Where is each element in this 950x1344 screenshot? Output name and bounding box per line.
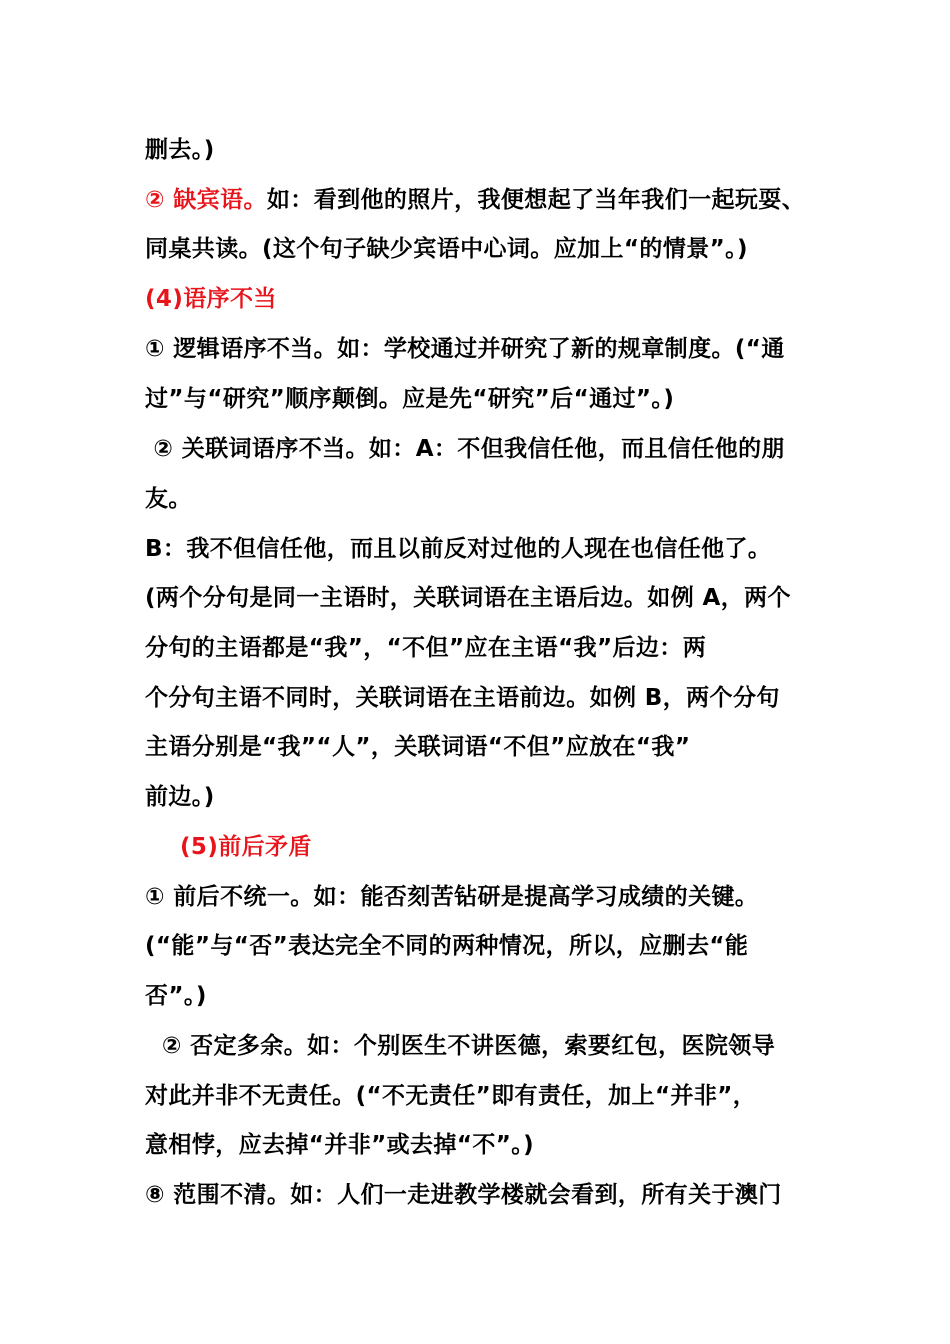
- line-text: ② 关联词语序不当。如：A：不但我信任他，而且信任他的朋: [145, 436, 785, 462]
- line-text: 个分句主语不同时，关联词语在主语前边。如例 B，两个分句: [145, 685, 780, 711]
- text-line: [145, 777, 835, 817]
- section-heading: (4)语序不当: [145, 286, 277, 312]
- line-text: 友。: [145, 486, 192, 512]
- text-line: [145, 976, 835, 1016]
- text-line: [145, 479, 835, 519]
- line-text: B：我不但信任他，而且以前反对过他的人现在也信任他了。: [145, 536, 772, 562]
- text-line: [145, 329, 835, 369]
- text-line: [145, 678, 835, 718]
- text-line: [145, 1175, 835, 1215]
- line-text: 否”。): [145, 983, 207, 1009]
- line-text: 前边。): [145, 784, 215, 810]
- line-text: ① 前后不统一。如：能否刻苦钻研是提高学习成绩的关键。: [145, 884, 759, 910]
- line-text: (两个分句是同一主语时，关联词语在主语后边。如例 A，两个: [145, 585, 791, 611]
- subsection-heading: ② 缺宾语。: [145, 187, 267, 213]
- text-line: [145, 1076, 835, 1116]
- line-text: 主语分别是“我”“人”，关联词语“不但”应放在“我”: [145, 734, 691, 760]
- text-line: [145, 180, 835, 220]
- line-text: 对此并非不无责任。(“不无责任”即有责任，加上“并非”，: [145, 1083, 757, 1109]
- line-text: ② 否定多余。如：个别医生不讲医德，索要红包，医院领导: [145, 1033, 776, 1059]
- text-line: [145, 628, 835, 668]
- section-heading: (5)前后矛盾: [180, 834, 312, 860]
- text-line: [145, 429, 835, 469]
- line-text: (“能”与“否”表达完全不同的两种情况，所以，应删去“能: [145, 933, 749, 959]
- text-line: [145, 578, 835, 618]
- text-line: [145, 279, 835, 319]
- text-line: [145, 379, 835, 419]
- text-line: [145, 529, 835, 569]
- line-text: 同桌共读。(这个句子缺少宾语中心词。应加上“的情景”。): [145, 236, 748, 262]
- text-line: [145, 877, 835, 917]
- line-text: 删去。): [145, 137, 215, 163]
- line-text: 过”与“研究”顺序颠倒。应是先“研究”后“通过”。): [145, 386, 675, 412]
- text-line: [145, 130, 835, 170]
- line-text: ① 逻辑语序不当。如：学校通过并研究了新的规章制度。(“通: [145, 336, 785, 362]
- text-line: [145, 1125, 835, 1165]
- line-text: ⑧ 范围不清。如：人们一走进教学楼就会看到，所有关于澳门: [145, 1182, 782, 1208]
- line-text: 意相悖，应去掉“并非”或去掉“不”。): [145, 1132, 535, 1158]
- text-line: [145, 1026, 835, 1066]
- text-line: [145, 926, 835, 966]
- text-line: [180, 827, 870, 867]
- line-text: 如：看到他的照片，我便想起了当年我们一起玩耍、: [266, 187, 806, 213]
- text-line: [145, 727, 835, 767]
- text-line: [145, 229, 835, 269]
- line-text: 分句的主语都是“我”，“不但”应在主语“我”后边：两: [145, 635, 707, 661]
